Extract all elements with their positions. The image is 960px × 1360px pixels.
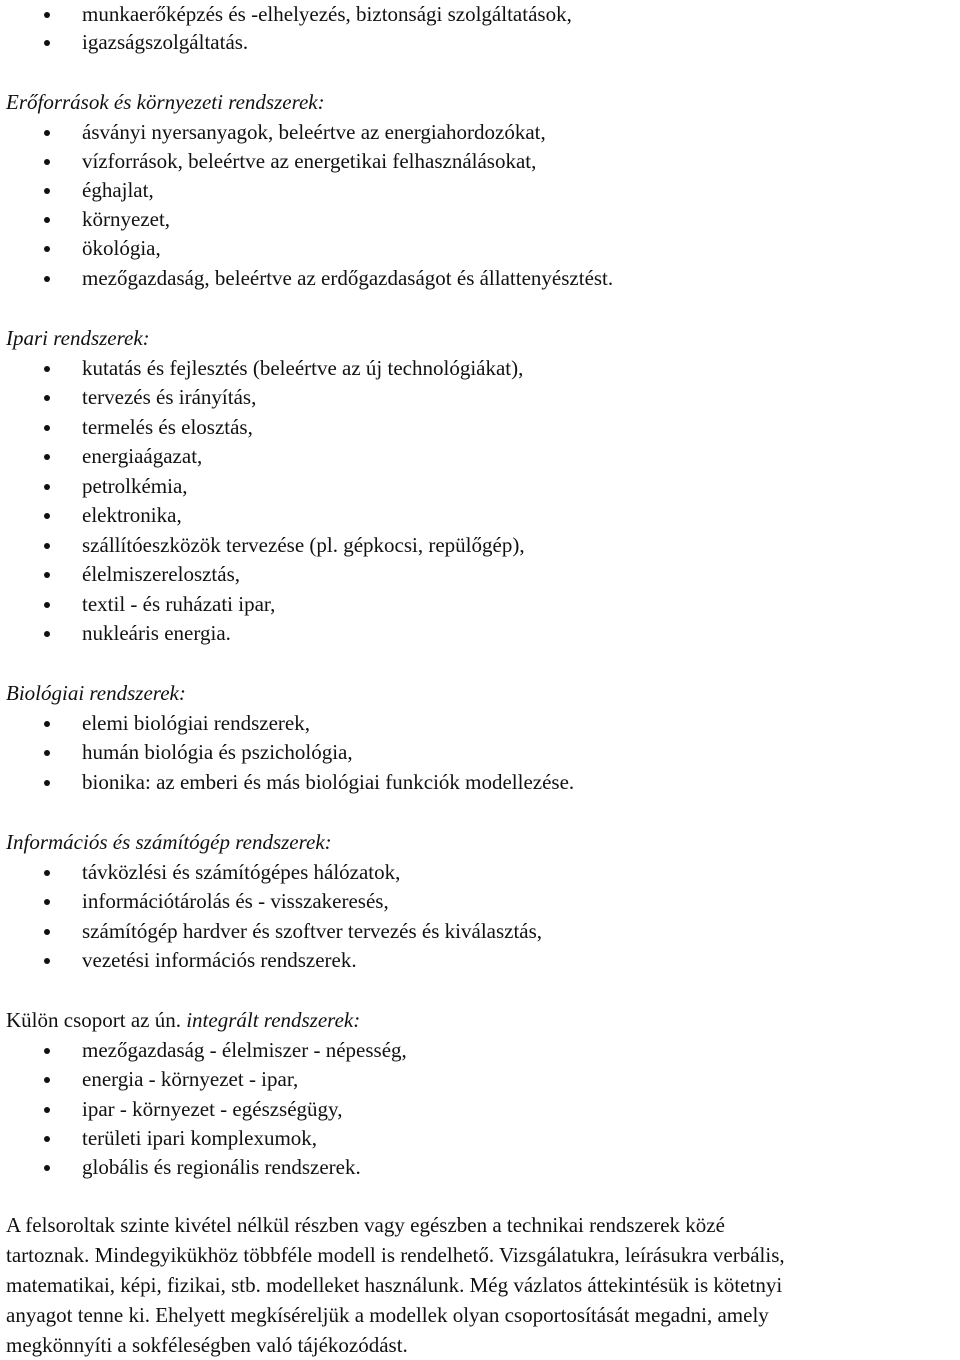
bullet-icon [44, 188, 50, 194]
list-item: távközlési és számítógépes hálózatok, [82, 860, 400, 884]
bullet-icon [44, 454, 50, 460]
bullet-icon [44, 217, 50, 223]
list-item: vízforrások, beleértve az energetikai felhasználásokat, [82, 149, 536, 173]
bullet-icon [44, 1107, 50, 1113]
list-item: ökológia, [82, 236, 161, 260]
paragraph-line: anyagot tenne ki. Ehelyett megkíséreljük a modellek olyan csoportosítását megadni, amely [6, 1303, 769, 1327]
list-item: ipar - környezet - egészségügy, [82, 1097, 342, 1121]
bullet-icon [44, 572, 50, 578]
bullet-icon [44, 750, 50, 756]
section-heading-information: Információs és számítógép rendszerek: [6, 830, 332, 854]
list-item: információtárolás és - visszakeresés, [82, 889, 389, 913]
list-item: textil - és ruházati ipar, [82, 592, 275, 616]
list-item: bionika: az emberi és más biológiai funkciók modellezése. [82, 770, 574, 794]
list-item: humán biológia és pszichológia, [82, 740, 353, 764]
bullet-icon [44, 1048, 50, 1054]
section-heading-biological: Biológiai rendszerek: [6, 681, 186, 705]
list-item: petrolkémia, [82, 474, 188, 498]
list-item: kutatás és fejlesztés (beleértve az új technológiákat), [82, 356, 523, 380]
list-item: igazságszolgáltatás. [82, 30, 248, 54]
bullet-icon [44, 159, 50, 165]
list-item: globális és regionális rendszerek. [82, 1155, 361, 1179]
list-item: környezet, [82, 207, 170, 231]
bullet-icon [44, 899, 50, 905]
list-item: tervezés és irányítás, [82, 385, 256, 409]
list-item: termelés és elosztás, [82, 415, 253, 439]
bullet-icon [44, 12, 50, 18]
list-item: vezetési információs rendszerek. [82, 948, 357, 972]
paragraph-line: tartoznak. Mindegyikükhöz többféle modell is rendelhető. Vizsgálatukra, leírásukra verbális, [6, 1243, 785, 1267]
list-item: elektronika, [82, 503, 182, 527]
bullet-icon [44, 958, 50, 964]
bullet-icon [44, 721, 50, 727]
list-item: mezőgazdaság - élelmiszer - népesség, [82, 1038, 407, 1062]
bullet-icon [44, 780, 50, 786]
bullet-icon [44, 425, 50, 431]
bullet-icon [44, 543, 50, 549]
bullet-icon [44, 366, 50, 372]
list-item: mezőgazdaság, beleértve az erdőgazdaságot és állattenyésztést. [82, 266, 613, 290]
bullet-icon [44, 246, 50, 252]
paragraph-line: matematikai, képi, fizikai, stb. modelleket használunk. Még vázlatos áttekintésük is kötetnyi [6, 1273, 783, 1297]
bullet-icon [44, 631, 50, 637]
paragraph-line: A felsoroltak szinte kivétel nélkül részben vagy egészben a technikai rendszerek közé [6, 1213, 725, 1237]
list-item: szállítóeszközök tervezése (pl. gépkocsi, repülőgép), [82, 533, 525, 557]
bullet-icon [44, 395, 50, 401]
paragraph-line: megkönnyíti a sokféleségben való tájékozódást. [6, 1333, 408, 1357]
bullet-icon [44, 1165, 50, 1171]
bullet-icon [44, 484, 50, 490]
bullet-icon [44, 870, 50, 876]
list-item: nukleáris energia. [82, 621, 231, 645]
bullet-icon [44, 602, 50, 608]
list-item: éghajlat, [82, 178, 154, 202]
section-heading-integrated: Külön csoport az ún. integrált rendszerek: [6, 1008, 361, 1032]
section-heading-industrial: Ipari rendszerek: [6, 326, 150, 350]
list-item: energiaágazat, [82, 444, 202, 468]
list-item: területi ipari komplexumok, [82, 1126, 317, 1150]
bullet-icon [44, 130, 50, 136]
bullet-icon [44, 276, 50, 282]
bullet-icon [44, 929, 50, 935]
list-item: élelmiszerelosztás, [82, 562, 240, 586]
bullet-icon [44, 1136, 50, 1142]
bullet-icon [44, 513, 50, 519]
closing-paragraph [6, 1210, 960, 1360]
bullet-icon [44, 1077, 50, 1083]
section-heading-resources: Erőforrások és környezeti rendszerek: [6, 90, 325, 114]
list-item: ásványi nyersanyagok, beleértve az energiahordozókat, [82, 120, 546, 144]
list-item: számítógép hardver és szoftver tervezés és kiválasztás, [82, 919, 542, 943]
list-item: munkaerőképzés és -elhelyezés, biztonsági szolgáltatások, [82, 2, 572, 26]
bullet-icon [44, 40, 50, 46]
list-item: elemi biológiai rendszerek, [82, 711, 310, 735]
list-item: energia - környezet - ipar, [82, 1067, 298, 1091]
